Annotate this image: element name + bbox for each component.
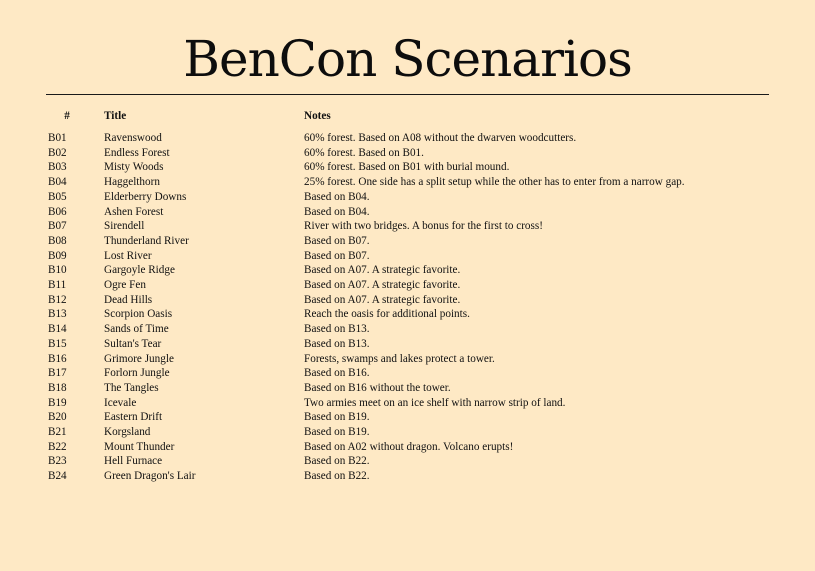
scenario-title-cell: Hell Furnace bbox=[104, 455, 163, 468]
table-row bbox=[46, 410, 784, 425]
scenario-notes-cell: Based on B07. bbox=[304, 234, 370, 247]
scenario-title-cell: Sands of Time bbox=[104, 323, 169, 336]
scenario-id-cell: B24 bbox=[48, 470, 67, 483]
scenario-id-cell: B16 bbox=[48, 352, 67, 365]
scenario-id-cell: B08 bbox=[48, 234, 67, 247]
scenario-title-cell: Sultan's Tear bbox=[104, 337, 162, 350]
scenario-notes-cell: Based on B07. bbox=[304, 249, 370, 262]
scenario-title-cell: Endless Forest bbox=[104, 146, 170, 159]
scenario-title-cell: Eastern Drift bbox=[104, 411, 163, 424]
table-row bbox=[46, 322, 784, 337]
column-header-notes: Notes bbox=[304, 110, 331, 122]
scenario-notes-cell: Based on B13. bbox=[304, 323, 370, 336]
table-row bbox=[46, 249, 784, 264]
scenario-notes-cell: Based on B13. bbox=[304, 337, 370, 350]
table-row bbox=[46, 146, 784, 161]
scenario-title-cell: Ogre Fen bbox=[104, 279, 146, 292]
table-row bbox=[46, 234, 784, 249]
scenario-title-cell: Lost River bbox=[104, 249, 152, 262]
scenario-id-cell: B20 bbox=[48, 411, 67, 424]
table-row bbox=[46, 175, 784, 190]
scenario-title-cell: The Tangles bbox=[104, 381, 159, 394]
table-row bbox=[46, 366, 784, 381]
scenario-id-cell: B15 bbox=[48, 337, 67, 350]
column-header-title: Title bbox=[104, 110, 127, 122]
table-header-row bbox=[46, 105, 784, 131]
scenario-id-cell: B02 bbox=[48, 146, 67, 159]
scenario-title-cell: Green Dragon's Lair bbox=[104, 470, 196, 483]
scenario-id-cell: B23 bbox=[48, 455, 67, 468]
scenario-notes-cell: River with two bridges. A bonus for the first to cross! bbox=[304, 220, 543, 233]
page-title: BenCon Scenarios bbox=[183, 30, 632, 88]
scenario-id-cell: B04 bbox=[48, 176, 67, 189]
scenario-id-cell: B12 bbox=[48, 293, 67, 306]
table-row bbox=[46, 425, 784, 440]
table-row bbox=[46, 307, 784, 322]
scenario-notes-cell: Based on B22. bbox=[304, 455, 370, 468]
scenario-id-cell: B22 bbox=[48, 440, 67, 453]
scenario-id-cell: B10 bbox=[48, 264, 67, 277]
table-row bbox=[46, 131, 784, 146]
scenario-id-cell: B07 bbox=[48, 220, 67, 233]
scenario-title-cell: Grimore Jungle bbox=[104, 352, 174, 365]
scenario-id-cell: B21 bbox=[48, 426, 67, 439]
table-row bbox=[46, 337, 784, 352]
scenario-notes-cell: Based on A07. A strategic favorite. bbox=[304, 264, 461, 277]
scenario-title-cell: Sirendell bbox=[104, 220, 145, 233]
scenario-id-cell: B05 bbox=[48, 190, 67, 203]
scenario-notes-cell: 25% forest. One side has a split setup while the other has to enter from a narrow gap. bbox=[304, 176, 685, 189]
scenario-title-cell: Korgsland bbox=[104, 426, 151, 439]
scenario-title-cell: Ravenswood bbox=[104, 132, 162, 144]
scenario-title-cell: Gargoyle Ridge bbox=[104, 264, 175, 277]
scenario-notes-cell: 60% forest. Based on B01. bbox=[304, 146, 424, 159]
table-body bbox=[46, 131, 784, 484]
table-row bbox=[46, 160, 784, 175]
table-row bbox=[46, 352, 784, 367]
scenario-id-cell: B01 bbox=[48, 132, 67, 144]
scenario-notes-cell: 60% forest. Based on A08 without the dwarven woodcutters. bbox=[304, 132, 577, 144]
scenario-notes-cell: Based on A07. A strategic favorite. bbox=[304, 293, 461, 306]
scenario-id-cell: B17 bbox=[48, 367, 67, 380]
table-row bbox=[46, 263, 784, 278]
table-row bbox=[46, 396, 784, 411]
scenario-title-cell: Misty Woods bbox=[104, 161, 164, 174]
scenario-title-cell: Mount Thunder bbox=[104, 440, 175, 453]
scenario-id-cell: B11 bbox=[48, 279, 67, 292]
scenario-title-cell: Haggelthorn bbox=[104, 176, 160, 189]
scenario-notes-cell: Reach the oasis for additional points. bbox=[304, 308, 470, 321]
scenario-notes-cell: Based on A02 without dragon. Volcano erupts! bbox=[304, 440, 514, 453]
scenario-title-cell: Thunderland River bbox=[104, 234, 189, 247]
scenario-notes-cell: Based on B19. bbox=[304, 426, 370, 439]
scenario-notes-cell: Based on B04. bbox=[304, 190, 370, 203]
scenario-id-cell: B03 bbox=[48, 161, 67, 174]
scenario-title-cell: Ashen Forest bbox=[104, 205, 164, 218]
table-row bbox=[46, 278, 784, 293]
table-row bbox=[46, 190, 784, 205]
table-row bbox=[46, 219, 784, 234]
scenario-id-cell: B06 bbox=[48, 205, 67, 218]
scenario-title-cell: Scorpion Oasis bbox=[104, 308, 173, 321]
scenario-notes-cell: Based on A07. A strategic favorite. bbox=[304, 279, 461, 292]
scenario-notes-cell: Based on B19. bbox=[304, 411, 370, 424]
scenario-notes-cell: Based on B16. bbox=[304, 367, 370, 380]
table-row bbox=[46, 469, 784, 484]
scenario-notes-cell: Based on B16 without the tower. bbox=[304, 381, 451, 394]
table-row bbox=[46, 440, 784, 455]
scenario-table bbox=[46, 105, 784, 484]
scenario-notes-cell: Based on B22. bbox=[304, 470, 370, 483]
scenario-notes-cell: Two armies meet on an ice shelf with narrow strip of land. bbox=[304, 396, 566, 409]
scenario-id-cell: B18 bbox=[48, 381, 67, 394]
table-row bbox=[46, 293, 784, 308]
scenario-id-cell: B19 bbox=[48, 396, 67, 409]
title-divider bbox=[46, 94, 769, 95]
scenario-title-cell: Dead Hills bbox=[104, 293, 153, 306]
scenario-id-cell: B13 bbox=[48, 308, 67, 321]
scenario-notes-cell: 60% forest. Based on B01 with burial mound. bbox=[304, 161, 510, 174]
table-row bbox=[46, 205, 784, 220]
scenario-title-cell: Forlorn Jungle bbox=[104, 367, 170, 380]
scenario-id-cell: B14 bbox=[48, 323, 67, 336]
scenario-notes-cell: Based on B04. bbox=[304, 205, 370, 218]
scenario-title-cell: Elderberry Downs bbox=[104, 190, 187, 203]
scenario-title-cell: Icevale bbox=[104, 396, 137, 409]
scenario-notes-cell: Forests, swamps and lakes protect a tower. bbox=[304, 352, 495, 365]
table-row bbox=[46, 454, 784, 469]
column-header-number: # bbox=[64, 110, 70, 122]
scenario-id-cell: B09 bbox=[48, 249, 67, 262]
table-row bbox=[46, 381, 784, 396]
